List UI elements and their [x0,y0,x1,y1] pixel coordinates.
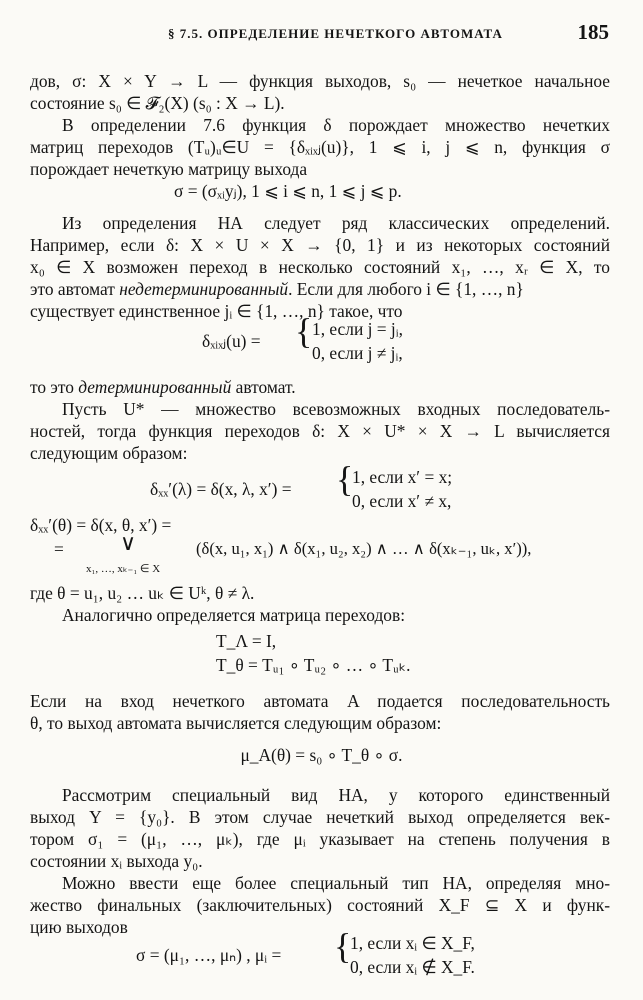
text-line [30,376,296,398]
equation-matrix-row: T_Λ = I, [216,631,277,651]
text-line: Пусть U* — множество всевозможных входных последователь- [62,399,610,419]
equation-case-row: 1, если x′ = x; [352,467,453,487]
equation-theta-line2: (δ(x, u₁, x₁) ∧ δ(x₁, u₂, x₂) ∧ … ∧ δ(xₖ₋₁, uₖ, x′)), [196,539,532,558]
equation-theta-line1: δₓₓ′(θ) = δ(x, θ, x′) = [30,515,172,535]
text-line: где θ = u₁, u₂ … uₖ ∈ Uᵏ, θ ≠ λ. [30,583,255,603]
text-line: матриц переходов (Tᵤ)ᵤ∈U = {δₓᵢₓⱼ(u)}, 1 ⩽ i, j ⩽ n, функция σ [30,137,610,157]
equation-case-row: 0, если xᵢ ∉ X_F. [350,957,475,977]
equation-output: μ_A(θ) = s₀ ∘ T_θ ∘ σ. [240,745,403,765]
text-line: существует единственное jᵢ ∈ {1, …, n} такое, что [30,301,403,321]
page-number: 185 [577,20,609,44]
running-title: § 7.5. ОПРЕДЕЛЕНИЕ НЕЧЕТКОГО АВТОМАТА [168,26,503,41]
text-line: дов, σ: X × Y → L — функция выходов, s₀ — нечеткое начальное [30,71,610,91]
equation-deterministic-lhs: δₓᵢₓⱼ(u) = [202,331,261,351]
term-deterministic: детерминированный [78,377,232,397]
text-line: Из определения НА следует ряд классических определений. [62,213,610,233]
text-line [30,278,610,300]
equation-final-lhs: σ = (μ₁, …, μₙ) , μᵢ = [136,945,282,965]
running-header [0,18,643,50]
text-line: порождает нечеткую матрицу выхода [30,159,308,179]
text-line: жество финальных (заключительных) состояний X_F ⊆ X и функ- [30,895,610,915]
text-line: ностей, тогда функция переходов δ: X × U* × X → L вычисляется [30,421,610,441]
text-fragment: это автомат [30,279,120,299]
text-line: Например, если δ: X × U × X → {0, 1} и из некоторых состояний [30,235,610,255]
equation-sigma-matrix: σ = (σₓᵢyⱼ), 1 ⩽ i ⩽ n, 1 ⩽ j ⩽ p. [174,181,402,201]
text-line: В определении 7.6 функция δ порождает множество нечетких [62,115,610,135]
equation-brace: { [336,459,354,499]
equation-case-row: 0, если j ≠ jᵢ, [312,343,403,363]
text-line: x₀ ∈ X возможен переход в несколько состояний x₁, …, xᵣ ∈ X, то [30,257,610,277]
equation-case-row: 1, если j = jᵢ, [312,319,403,339]
text-line: Рассмотрим специальный вид НА, у которого единственный [62,785,610,805]
text-fragment: . Если для любого i ∈ {1, …, n} [288,279,524,299]
text-line: тором σ₁ = (μ₁, …, μₖ), где μᵢ указывает на степень получения в [30,829,610,849]
text-line: θ, то выход автомата вычисляется следующим образом: [30,713,442,733]
text-line: Можно ввести еще более специальный тип НА, определяя мно- [62,873,610,893]
equation-brace: { [334,926,352,966]
text-line: Аналогично определяется матрица переходов: [62,605,406,625]
text-line: выход Y = {y₀}. В этом случае нечеткий выход определяется век- [30,807,610,827]
equation-vee-operator: ∨ [120,530,137,555]
equation-lambda-lhs: δₓₓ′(λ) = δ(x, λ, x′) = [150,479,292,499]
text-line: цию выходов [30,917,128,937]
term-nondeterministic: недетерминированный [119,279,289,299]
text-line: Если на вход нечеткого автомата A подается последовательность [30,691,610,711]
equation-case-row: 1, если xᵢ ∈ X_F, [350,933,475,953]
equation-vee-subscript: x₁, …, xₖ₋₁ ∈ X [86,563,161,575]
text-line: состояние s₀ ∈ 𝓕₂(X) (s₀ : X → L). [30,93,285,113]
equation-matrix-row: T_θ = Tᵤ₁ ∘ Tᵤ₂ ∘ … ∘ Tᵤₖ. [216,655,411,675]
text-fragment: то это [30,377,79,397]
equation-brace: { [295,311,313,351]
text-fragment: автомат. [231,377,296,397]
text-line: состоянии xᵢ выхода y₀. [30,851,203,871]
text-line: следующим образом: [30,443,188,463]
equation-case-row: 0, если x′ ≠ x, [352,491,452,511]
equation-equals: = [54,539,64,559]
